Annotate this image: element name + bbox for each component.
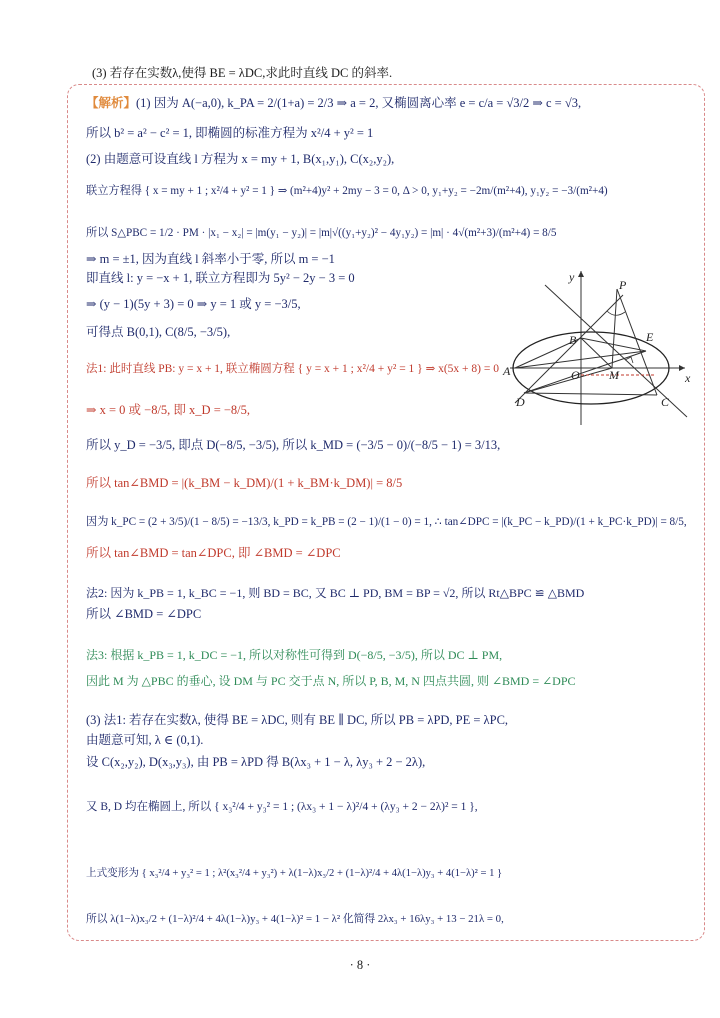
method3-line-2: 因此 M 为 △PBC 的垂心, 设 DM 与 PC 交于点 N, 所以 P, B, M, N 四点共圆, 则 ∠BMD = ∠DPC (86, 674, 576, 688)
y-axis-arrow (578, 271, 584, 277)
label-o: O (571, 368, 580, 382)
solution-line-7: 即直线 l: y = −x + 1, 联立方程即为 5y² − 2y − 3 = 0 (86, 271, 355, 285)
solution-line-5: 所以 S△PBC = 1/2 · PM · |x₁ − x₂| = |m(y₁ − y₂)| = |m|√((y₁+y₂)² − 4y₁y₂) = |m| · 4√(m²+3)/(m²+4) = 8/5 (86, 227, 557, 239)
part3-line-1: (3) 法1: 若存在实数λ, 使得 BE = λDC, 则有 BE ∥ DC, 所以 PB = λPD, PE = λPC, (86, 713, 509, 727)
label-c: C (661, 395, 670, 409)
method1-line-4: 所以 tan∠BMD = |(k_BM − k_DM)/(1 + k_BM·k_DM)| = 8/5 (86, 476, 403, 490)
question-3: (3) 若存在实数λ,使得 BE = λDC,求此时直线 DC 的斜率. (92, 66, 393, 80)
solution-line-6: ⇒ m = ±1, 因为直线 l 斜率小于零, 所以 m = −1 (86, 252, 335, 266)
label-d: D (516, 395, 525, 409)
method1-line-2: ⇒ x = 0 或 −8/5, 即 x_D = −8/5, (86, 403, 251, 417)
line-de (524, 351, 646, 393)
label-e: E (646, 330, 654, 344)
ellipse-figure (505, 265, 695, 435)
solution-line-9: 可得点 B(0,1), C(8/5, −3/5), (86, 325, 231, 339)
solution-line-1: 【解析】(1) 因为 A(−a,0), k_PA = 2/(1+a) = 2/3 ⇒ a = 2, 又椭圆离心率 e = c/a = √3/2 ⇒ c = √3, (86, 96, 582, 110)
line-dc (524, 393, 657, 395)
method1-line-1: 法1: 此时直线 PB: y = x + 1, 联立椭圆方程 { y = x + 1 ; x²/4 + y² = 1 } ⇒ x(5x + 8) = 0 (86, 363, 499, 375)
label-a: A (503, 364, 511, 378)
label-b: B (569, 333, 577, 347)
label-p: P (619, 278, 627, 292)
method1-line-5: 因为 k_PC = (2 + 3/5)/(1 − 8/5) = −13/3, k_PD = k_PB = (2 − 1)/(1 − 0) = 1, ∴ tan∠DPC = |(k_PC − k_PD)/(1 + k_PC·k_PD)| = 8/5, (86, 516, 687, 528)
method1-line-3: 所以 y_D = −3/5, 即点 D(−8/5, −3/5), 所以 k_MD = (−3/5 − 0)/(−8/5 − 1) = 3/13, (86, 438, 501, 452)
page-number: · 8 · (349, 958, 371, 972)
part3-line-6: 所以 λ(1−λ)x₃/2 + (1−λ)²/4 + 4λ(1−λ)y₃ + 4(1−λ)² = 1 − λ² 化简得 2λx₃ + 16λy₃ + 13 − 21λ = 0, (86, 913, 504, 925)
part3-line-4: 又 B, D 均在椭圆上, 所以 { x₃²/4 + y₃² = 1 ; (λx₃ + 1 − λ)²/4 + (λy₃ + 2 − 2λ)² = 1 }, (86, 801, 478, 813)
solution-line-4: 联立方程得 { x = my + 1 ; x²/4 + y² = 1 } ⇒ (m²+4)y² + 2my − 3 = 0, Δ > 0, y₁+y₂ = −2m/(m²+4), y₁y₂ = −3/(m²+4) (86, 185, 608, 197)
line-pm (612, 289, 617, 368)
solution-line-8: ⇒ (y − 1)(5y + 3) = 0 ⇒ y = 1 或 y = −3/5, (86, 297, 301, 311)
part3-line-5: 上式变形为 { x₃²/4 + y₃² = 1 ; λ²(x₃²/4 + y₃²) + λ(1−λ)x₃/2 + (1−λ)²/4 + 4λ(1−λ)y₃ + 4(1−λ)² = 1 } (86, 868, 503, 879)
label-x: x (685, 371, 691, 385)
solution-line-2: 所以 b² = a² − c² = 1, 即椭圆的标准方程为 x²/4 + y² = 1 (86, 126, 374, 140)
method2-line-2: 所以 ∠BMD = ∠DPC (86, 607, 202, 621)
solution-tag: 【解析】 (86, 96, 137, 110)
solution-line-3: (2) 由题意可设直线 l 方程为 x = my + 1, B(x₁,y₁), C(x₂,y₂), (86, 152, 395, 166)
method2-line-1: 法2: 因为 k_PB = 1, k_BC = −1, 则 BD = BC, 又 BC ⊥ PD, BM = BP = √2, 所以 Rt△BPC ≌ △BMD (86, 586, 585, 600)
method3-line-1: 法3: 根据 k_PB = 1, k_DC = −1, 所以对称性可得到 D(−8/5, −3/5), 所以 DC ⊥ PM, (86, 648, 503, 662)
part3-line-3: 设 C(x₂,y₂), D(x₃,y₃), 由 PB = λPD 得 B(λx₃ + 1 − λ, λy₃ + 2 − 2λ), (86, 755, 426, 769)
method1-line-6: 所以 tan∠BMD = tan∠DPC, 即 ∠BMD = ∠DPC (86, 546, 341, 560)
label-m: M (609, 368, 619, 382)
part3-line-2: 由题意可知, λ ∈ (0,1). (86, 733, 204, 747)
label-y: y (569, 270, 575, 284)
